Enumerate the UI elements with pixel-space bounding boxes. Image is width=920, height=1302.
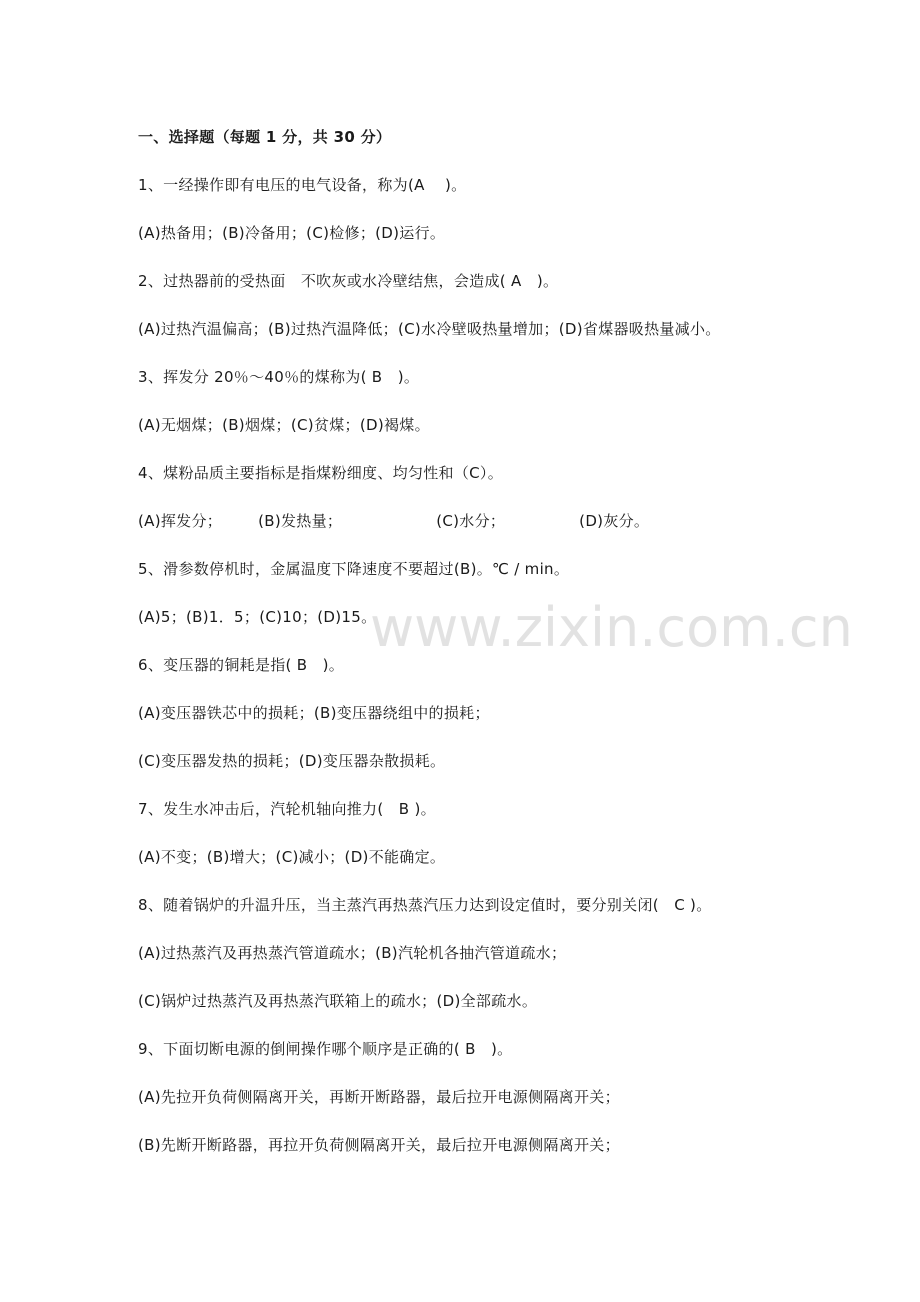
question-9: 9、下面切断电源的倒闸操作哪个顺序是正确的( B )。	[138, 1040, 513, 1058]
question-3: 3、挥发分 20％～40％的煤称为( B )。	[138, 368, 420, 386]
question-5: 5、滑参数停机时，金属温度下降速度不要超过(B)。℃ / min。	[138, 560, 570, 578]
question-9-option-b: (B)先断开断路器，再拉开负荷侧隔离开关，最后拉开电源侧隔离开关；	[138, 1136, 620, 1154]
question-8: 8、随着锅炉的升温升压，当主蒸汽再热蒸汽压力达到设定值时，要分别关闭( C )。	[138, 896, 712, 914]
question-1-options: (A)热备用；(B)冷备用；(C)检修；(D)运行。	[138, 224, 446, 242]
question-2-options: (A)过热汽温偏高；(B)过热汽温降低；(C)水冷壁吸热量增加；(D)省煤器吸热量减小。	[138, 320, 721, 338]
question-1: 1、一经操作即有电压的电气设备，称为(A )。	[138, 176, 467, 194]
question-7: 7、发生水冲击后，汽轮机轴向推力( B )。	[138, 800, 436, 818]
question-6-options-2: (C)变压器发热的损耗；(D)变压器杂散损耗。	[138, 752, 446, 770]
question-6-options-1: (A)变压器铁芯中的损耗；(B)变压器绕组中的损耗；	[138, 704, 490, 722]
q4-option-d: (D)灰分。	[579, 512, 650, 530]
section-title: 一、选择题（每题 1 分，共 30 分）	[138, 128, 392, 146]
question-4: 4、煤粉品质主要指标是指煤粉细度、均匀性和（C）。	[138, 464, 504, 482]
question-9-option-a: (A)先拉开负荷侧隔离开关，再断开断路器，最后拉开电源侧隔离开关；	[138, 1088, 620, 1106]
question-8-options-2: (C)锅炉过热蒸汽及再热蒸汽联箱上的疏水；(D)全部疏水。	[138, 992, 538, 1010]
question-5-options: (A)5；(B)1．5；(C)10；(D)15。	[138, 608, 377, 626]
question-6: 6、变压器的铜耗是指( B )。	[138, 656, 345, 674]
question-8-options-1: (A)过热蒸汽及再热蒸汽管道疏水；(B)汽轮机各抽汽管道疏水；	[138, 944, 567, 962]
q4-option-c: (C)水分；	[436, 512, 506, 530]
question-4-options	[138, 511, 649, 531]
question-3-options: (A)无烟煤；(B)烟煤；(C)贫煤；(D)褐煤。	[138, 416, 430, 434]
q4-option-b: (B)发热量；	[258, 512, 343, 530]
question-2: 2、过热器前的受热面 不吹灰或水冷壁结焦，会造成( A )。	[138, 272, 559, 290]
q4-option-a: (A)挥发分；	[138, 512, 223, 530]
watermark: www.zixin.com.cn	[370, 596, 853, 659]
question-7-options: (A)不变；(B)增大；(C)减小；(D)不能确定。	[138, 848, 446, 866]
